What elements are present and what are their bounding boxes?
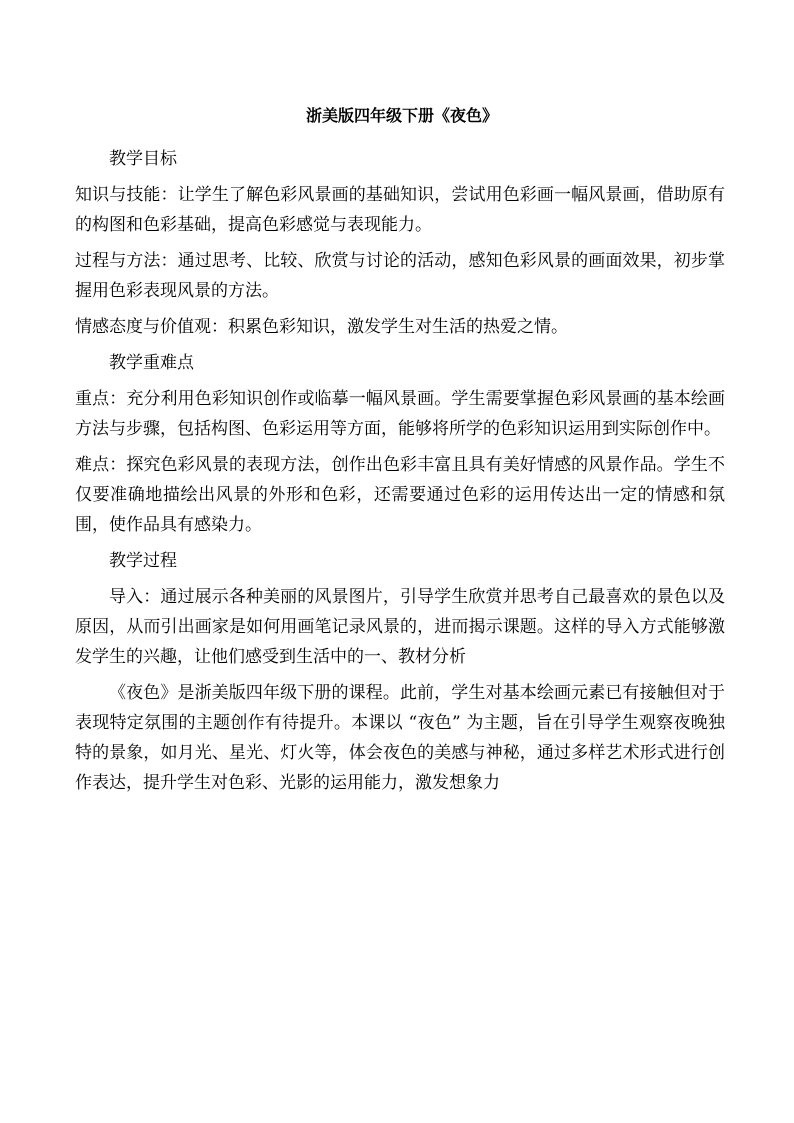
paragraph-knowledge-skills: 知识与技能：让学生了解色彩风景画的基础知识，尝试用色彩画一幅风景画，借助原有的构图和色彩基础，提高色彩感觉与表现能力。 bbox=[75, 185, 725, 235]
document-title: 浙美版四年级下册《夜色》 bbox=[305, 106, 498, 125]
paragraph-process-methods: 过程与方法：通过思考、比较、欣赏与讨论的活动，感知色彩风景的画面效果，初步掌握用色彩表现风景的方法。 bbox=[75, 251, 725, 301]
paragraph-keypoint: 重点：充分利用色彩知识创作或临摹一幅风景画。学生需要掌握色彩风景画的基本绘画方法与步骤，包括构图、色彩运用等方面，能够将所学的色彩知识运用到实际创作中。 bbox=[75, 389, 725, 439]
section-heading-process: 教学过程 bbox=[109, 551, 177, 571]
paragraph-introduction: 导入：通过展示各种美丽的风景图片，引导学生欣赏并思考自己最喜欢的景色以及原因，从而引出画家是如何用画笔记录风景的，进而揭示课题。这样的导入方式能够激发学生的兴趣，让他们感受到生活中的一、教材分析 bbox=[75, 587, 725, 667]
paragraph-emotion-values: 情感态度与价值观：积累色彩知识，激发学生对生活的热爱之情。 bbox=[75, 317, 568, 337]
paragraph-analysis: 《夜色》是浙美版四年级下册的课程。此前，学生对基本绘画元素已有接触但对于表现特定氛围的主题创作有待提升。本课以 “夜色” 为主题，旨在引导学生观察夜晚独特的景象，如月光、星光、灯火等，体会夜色的美感与神秘，通过多样艺术形式进行创作表达，提升学生对色彩、光影的运用能力，激发想象力 bbox=[75, 683, 725, 793]
document-body bbox=[75, 144, 725, 804]
section-heading-keypoints: 教学重难点 bbox=[109, 353, 194, 373]
paragraph-difficulty: 难点：探究色彩风景的表现方法，创作出色彩丰富且具有美好情感的风景作品。学生不仅要准确地描绘出风景的外形和色彩，还需要通过色彩的运用传达出一定的情感和氛围，使作品具有感染力。 bbox=[75, 455, 725, 535]
section-heading-goals: 教学目标 bbox=[109, 149, 177, 169]
